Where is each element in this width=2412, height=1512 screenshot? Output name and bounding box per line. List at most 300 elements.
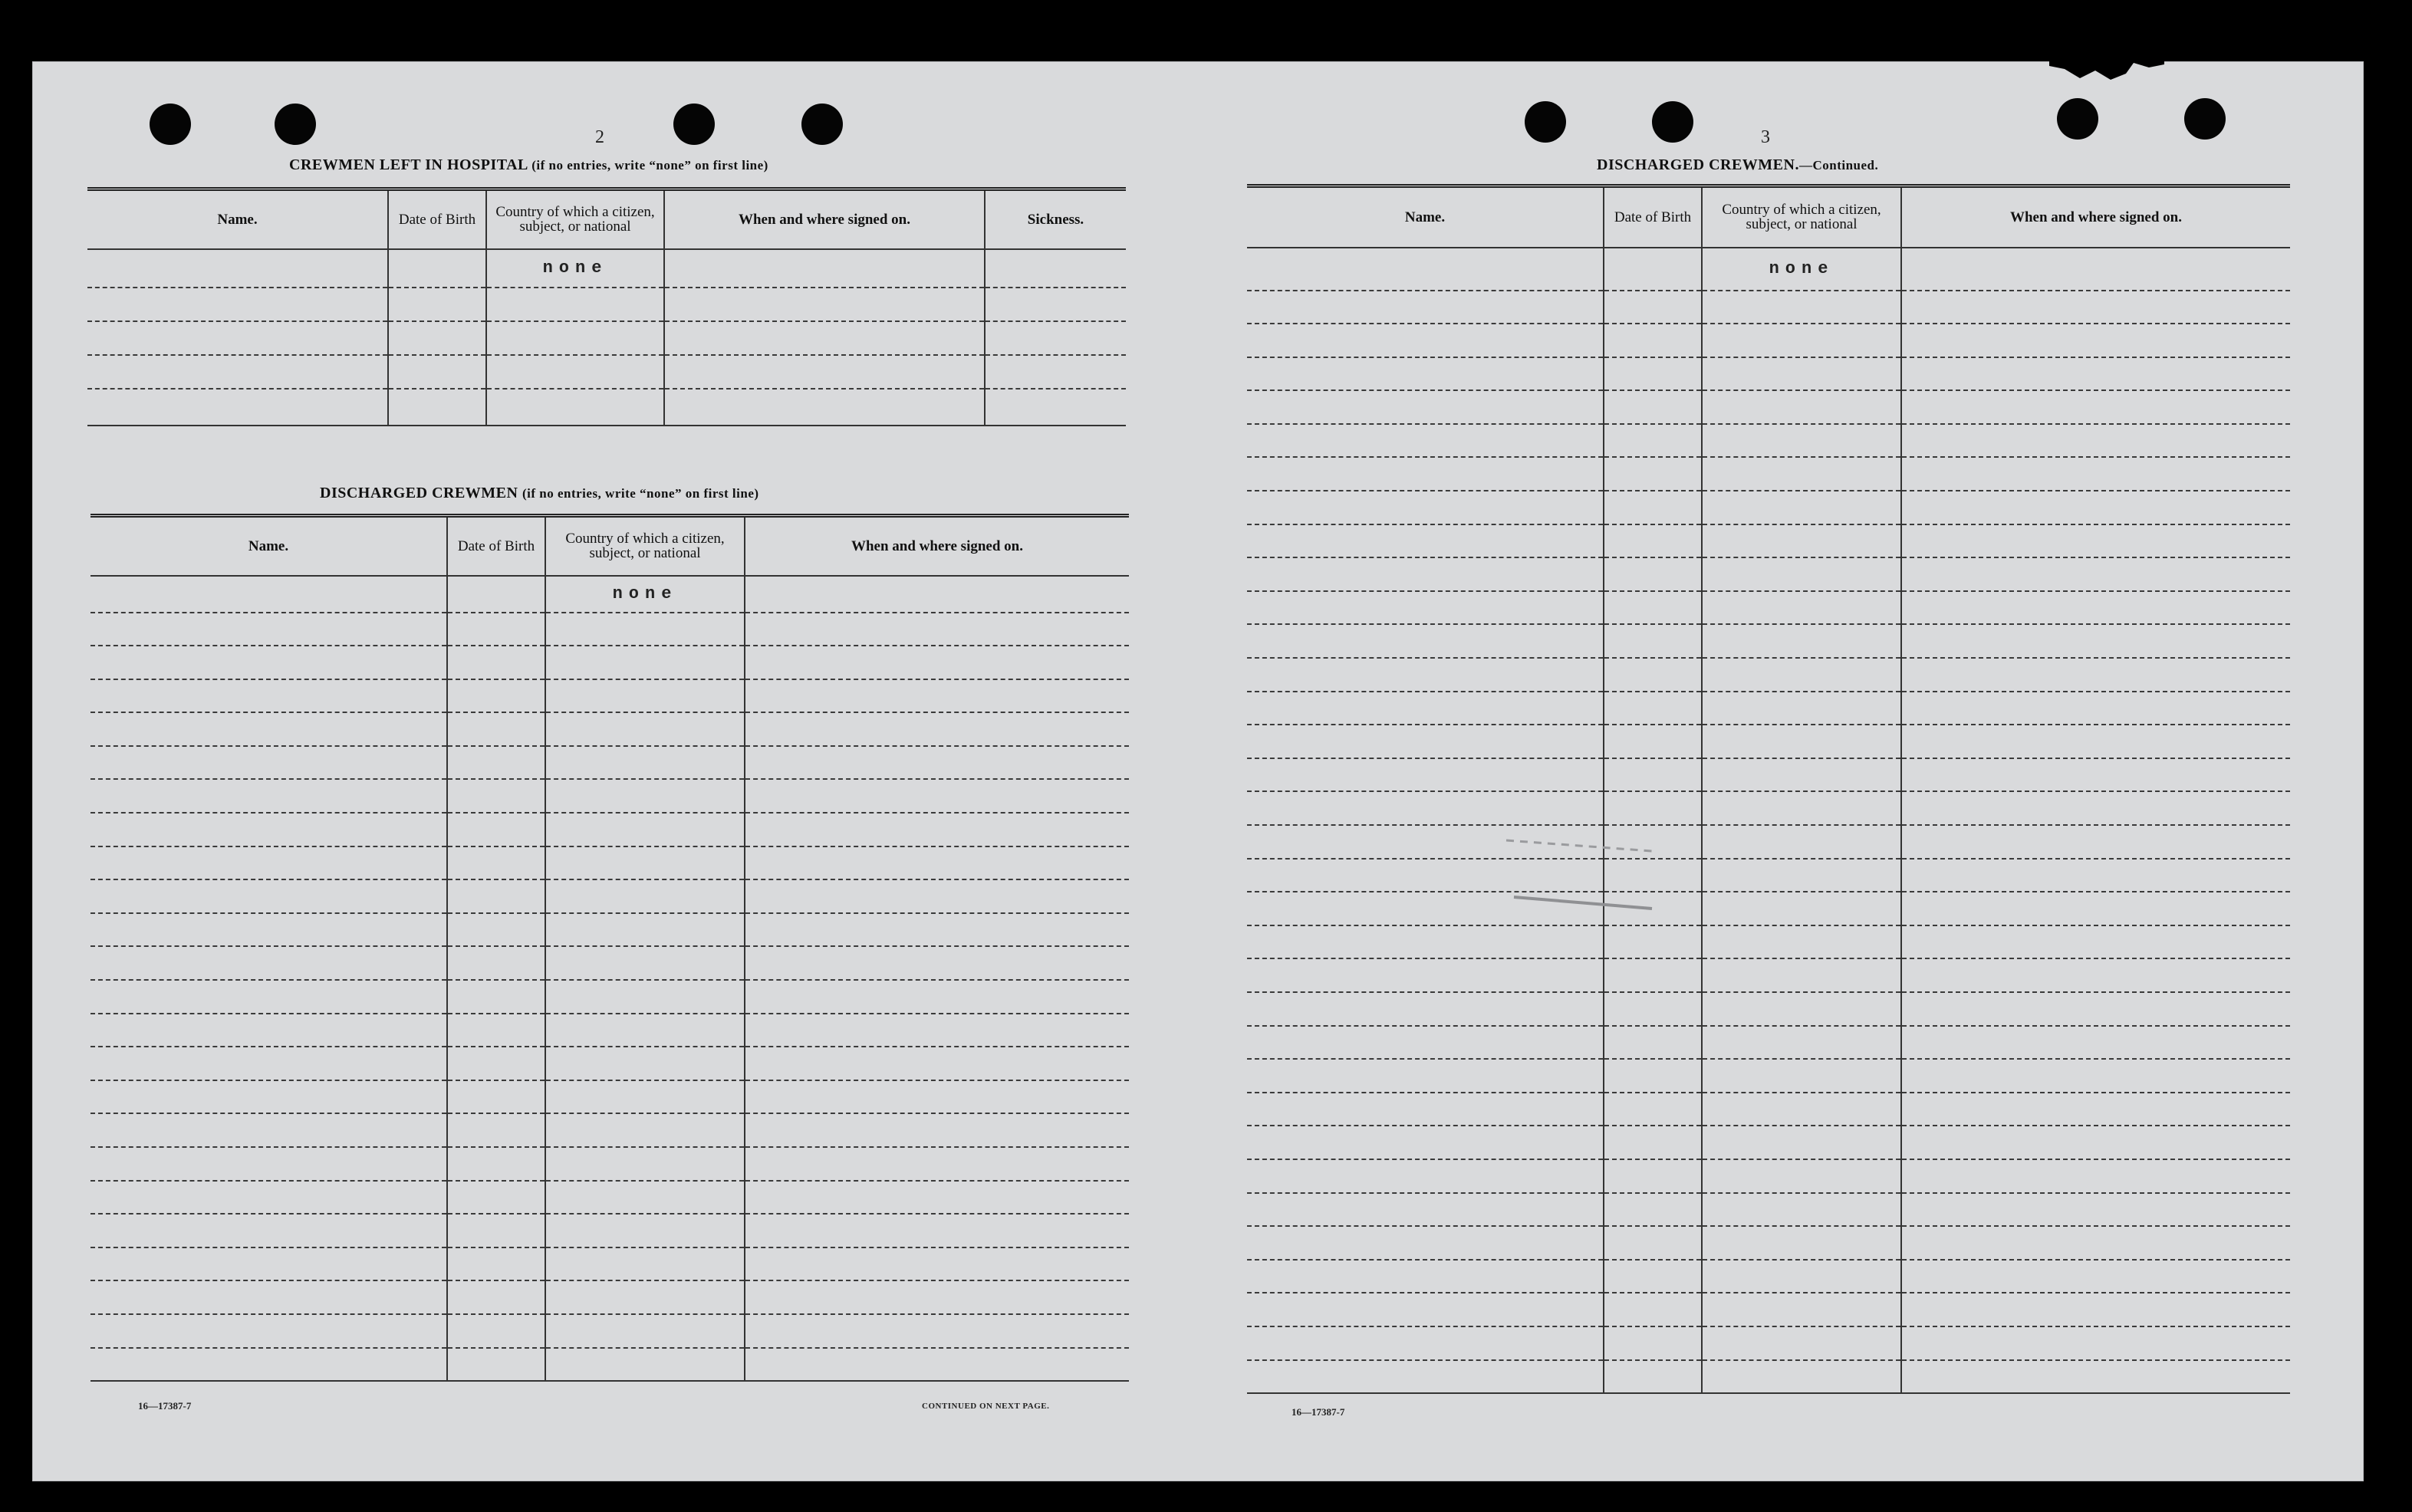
punch-hole xyxy=(275,104,316,145)
signed-on-cell[interactable] xyxy=(1901,758,2290,792)
name-cell[interactable] xyxy=(90,712,447,746)
country-cell-entry[interactable]: none xyxy=(1702,248,1901,291)
signed-on-cell[interactable] xyxy=(1901,557,2290,591)
country-cell[interactable] xyxy=(1702,825,1901,859)
column-header-signed-on: When and where signed on. xyxy=(664,189,985,249)
table-row xyxy=(1247,1360,2290,1394)
country-cell[interactable] xyxy=(545,1247,745,1281)
date-cell[interactable] xyxy=(1604,692,1702,725)
bleed-through-smudge xyxy=(1499,828,1683,912)
signed-on-cell[interactable] xyxy=(745,946,1129,980)
name-cell[interactable] xyxy=(1247,758,1604,792)
punch-hole xyxy=(150,104,191,145)
name-cell[interactable] xyxy=(90,980,447,1014)
country-cell[interactable] xyxy=(545,1047,745,1080)
country-cell[interactable] xyxy=(545,1181,745,1215)
name-cell[interactable] xyxy=(90,1181,447,1215)
date-cell[interactable] xyxy=(1604,524,1702,558)
country-cell[interactable] xyxy=(545,646,745,679)
name-cell[interactable] xyxy=(1247,1260,1604,1293)
date-cell[interactable] xyxy=(447,712,545,746)
discharged-continued-header-row xyxy=(1247,186,2290,248)
country-cell[interactable] xyxy=(545,779,745,813)
signed-on-cell[interactable] xyxy=(745,879,1129,913)
name-cell[interactable] xyxy=(90,879,447,913)
country-cell[interactable] xyxy=(1702,557,1901,591)
name-cell[interactable] xyxy=(1247,591,1604,625)
signed-on-cell[interactable] xyxy=(745,679,1129,713)
date-cell[interactable] xyxy=(447,679,545,713)
table-row xyxy=(90,1247,1129,1281)
country-cell[interactable] xyxy=(1702,591,1901,625)
punch-hole xyxy=(801,104,843,145)
name-cell[interactable] xyxy=(1247,692,1604,725)
name-cell[interactable] xyxy=(1247,1026,1604,1060)
date-cell[interactable] xyxy=(1604,424,1702,458)
name-cell[interactable] xyxy=(1247,424,1604,458)
signed-on-cell[interactable] xyxy=(745,1080,1129,1114)
hospital-title: CREWMEN LEFT IN HOSPITAL xyxy=(289,156,528,173)
country-cell[interactable] xyxy=(1702,457,1901,491)
date-cell[interactable] xyxy=(388,249,486,288)
table-row xyxy=(90,646,1129,679)
table-row xyxy=(1247,457,2290,491)
country-cell[interactable] xyxy=(1702,1360,1901,1394)
signed-on-cell[interactable] xyxy=(745,1348,1129,1382)
date-cell[interactable] xyxy=(447,879,545,913)
date-cell[interactable] xyxy=(447,1280,545,1314)
table-row xyxy=(90,779,1129,813)
name-cell[interactable] xyxy=(90,846,447,880)
table-row xyxy=(90,846,1129,880)
column-header-name: Name. xyxy=(1247,186,1604,248)
country-cell[interactable] xyxy=(1702,324,1901,357)
signed-on-cell[interactable] xyxy=(745,913,1129,947)
country-cell[interactable] xyxy=(545,679,745,713)
table-row xyxy=(1247,390,2290,424)
name-cell[interactable] xyxy=(90,1080,447,1114)
signed-on-cell[interactable] xyxy=(745,1181,1129,1215)
discharged-section-title xyxy=(320,485,759,502)
signed-on-cell[interactable] xyxy=(1901,424,2290,458)
country-cell[interactable] xyxy=(545,1080,745,1114)
signed-on-cell[interactable] xyxy=(1901,390,2290,424)
signed-on-cell[interactable] xyxy=(1901,1326,2290,1360)
signed-on-cell[interactable] xyxy=(745,576,1129,613)
date-cell[interactable] xyxy=(447,779,545,813)
date-cell[interactable] xyxy=(1604,591,1702,625)
signed-on-cell[interactable] xyxy=(1901,992,2290,1026)
country-cell[interactable] xyxy=(1702,1193,1901,1227)
table-row xyxy=(1247,758,2290,792)
discharged-header-row xyxy=(90,516,1129,576)
document-sheet xyxy=(32,61,2364,1481)
signed-on-cell[interactable] xyxy=(1901,291,2290,324)
name-cell[interactable] xyxy=(1247,1293,1604,1326)
table-row xyxy=(90,679,1129,713)
date-cell[interactable] xyxy=(1604,390,1702,424)
date-cell[interactable] xyxy=(447,1181,545,1215)
name-cell[interactable] xyxy=(90,1314,447,1348)
date-cell[interactable] xyxy=(1604,925,1702,959)
name-cell[interactable] xyxy=(90,1014,447,1047)
name-cell[interactable] xyxy=(90,646,447,679)
date-cell[interactable] xyxy=(447,813,545,846)
punch-hole xyxy=(2184,98,2226,140)
discharged-note: (if no entries, write “none” on first line) xyxy=(522,486,759,501)
column-header-name: Name. xyxy=(90,516,447,576)
table-row xyxy=(90,913,1129,947)
table-row xyxy=(90,1280,1129,1314)
name-cell[interactable] xyxy=(1247,791,1604,825)
signed-on-cell[interactable] xyxy=(1901,825,2290,859)
table-row xyxy=(87,288,1126,321)
date-cell[interactable] xyxy=(1604,1360,1702,1394)
date-cell[interactable] xyxy=(1604,725,1702,758)
date-cell[interactable] xyxy=(1604,557,1702,591)
country-cell[interactable] xyxy=(1702,1293,1901,1326)
name-cell[interactable] xyxy=(1247,725,1604,758)
signed-on-cell[interactable] xyxy=(1901,1093,2290,1126)
signed-on-cell[interactable] xyxy=(745,613,1129,646)
country-cell[interactable] xyxy=(545,613,745,646)
name-cell[interactable] xyxy=(90,1247,447,1281)
date-cell[interactable] xyxy=(447,846,545,880)
signed-on-cell[interactable] xyxy=(745,1314,1129,1348)
signed-on-cell[interactable] xyxy=(1901,457,2290,491)
signed-on-cell[interactable] xyxy=(745,779,1129,813)
country-cell[interactable] xyxy=(1702,1159,1901,1193)
country-cell[interactable] xyxy=(1702,1126,1901,1159)
name-cell[interactable] xyxy=(1247,1226,1604,1260)
page-number-right: 3 xyxy=(1761,127,1770,147)
name-cell[interactable] xyxy=(1247,1093,1604,1126)
country-cell[interactable] xyxy=(1702,992,1901,1026)
signed-on-cell[interactable] xyxy=(1901,1226,2290,1260)
name-cell[interactable] xyxy=(90,1214,447,1247)
country-cell[interactable] xyxy=(1702,692,1901,725)
date-cell[interactable] xyxy=(447,1147,545,1181)
table-row xyxy=(87,249,1126,288)
torn-edge xyxy=(2049,61,2164,80)
date-cell[interactable] xyxy=(1604,958,1702,992)
signed-on-cell[interactable] xyxy=(745,646,1129,679)
form-code-right: 16—17387-7 xyxy=(1292,1406,1345,1418)
table-row xyxy=(87,355,1126,389)
table-row xyxy=(90,813,1129,846)
name-cell[interactable] xyxy=(1247,248,1604,291)
signed-on-cell[interactable] xyxy=(745,1280,1129,1314)
discharged-continued-heading: DISCHARGED CREWMEN. xyxy=(1597,156,1799,173)
signed-on-cell[interactable] xyxy=(745,1214,1129,1247)
name-cell[interactable] xyxy=(1247,1159,1604,1193)
name-cell[interactable] xyxy=(90,913,447,947)
date-cell[interactable] xyxy=(447,1113,545,1147)
signed-on-cell[interactable] xyxy=(1901,725,2290,758)
name-cell[interactable] xyxy=(1247,457,1604,491)
date-cell[interactable] xyxy=(1604,324,1702,357)
column-header-country: Country of which a citizen, subject, or national xyxy=(486,189,664,249)
date-cell[interactable] xyxy=(1604,1093,1702,1126)
table-row xyxy=(90,946,1129,980)
table-row xyxy=(90,879,1129,913)
table-row xyxy=(1247,791,2290,825)
table-row xyxy=(1247,557,2290,591)
signed-on-cell[interactable] xyxy=(1901,491,2290,524)
country-cell[interactable] xyxy=(1702,658,1901,692)
column-header-signed-on: When and where signed on. xyxy=(745,516,1129,576)
signed-on-cell[interactable] xyxy=(1901,692,2290,725)
name-cell[interactable] xyxy=(90,779,447,813)
date-cell[interactable] xyxy=(1604,357,1702,391)
country-cell[interactable] xyxy=(545,1014,745,1047)
signed-on-cell[interactable] xyxy=(745,712,1129,746)
name-cell[interactable] xyxy=(1247,491,1604,524)
name-cell[interactable] xyxy=(1247,1326,1604,1360)
signed-on-cell[interactable] xyxy=(1901,624,2290,658)
country-cell[interactable] xyxy=(1702,725,1901,758)
country-cell-entry[interactable]: none xyxy=(486,249,664,288)
name-cell[interactable] xyxy=(1247,357,1604,391)
date-cell[interactable] xyxy=(1604,1126,1702,1159)
country-cell[interactable] xyxy=(545,1113,745,1147)
name-cell[interactable] xyxy=(87,249,388,288)
country-cell[interactable] xyxy=(1702,791,1901,825)
country-cell[interactable] xyxy=(1702,758,1901,792)
date-cell[interactable] xyxy=(1604,1226,1702,1260)
date-cell[interactable] xyxy=(1604,758,1702,792)
name-cell[interactable] xyxy=(90,613,447,646)
table-row xyxy=(1247,324,2290,357)
country-cell[interactable] xyxy=(545,746,745,780)
country-cell[interactable] xyxy=(1702,424,1901,458)
discharged-continued-title xyxy=(1597,156,1878,174)
signed-on-cell[interactable] xyxy=(1901,791,2290,825)
signed-on-cell[interactable] xyxy=(745,1014,1129,1047)
table-row xyxy=(1247,925,2290,959)
table-row xyxy=(1247,1093,2290,1126)
date-cell[interactable] xyxy=(447,1314,545,1348)
country-cell[interactable] xyxy=(1702,1093,1901,1126)
signed-on-cell[interactable] xyxy=(1901,591,2290,625)
date-cell[interactable] xyxy=(447,1014,545,1047)
date-cell[interactable] xyxy=(1604,248,1702,291)
country-cell[interactable] xyxy=(1702,1326,1901,1360)
signed-on-cell[interactable] xyxy=(1901,1260,2290,1293)
name-cell[interactable] xyxy=(1247,324,1604,357)
date-cell[interactable] xyxy=(447,613,545,646)
punch-hole xyxy=(2057,98,2098,140)
date-cell[interactable] xyxy=(1604,1293,1702,1326)
country-cell-entry[interactable]: none xyxy=(545,576,745,613)
name-cell[interactable] xyxy=(90,1047,447,1080)
country-cell[interactable] xyxy=(545,846,745,880)
name-cell[interactable] xyxy=(1247,1126,1604,1159)
signed-on-cell[interactable] xyxy=(1901,958,2290,992)
name-cell[interactable] xyxy=(90,946,447,980)
country-cell[interactable] xyxy=(1702,925,1901,959)
table-row xyxy=(1247,1026,2290,1060)
signed-on-cell[interactable] xyxy=(745,1047,1129,1080)
table-row xyxy=(1247,524,2290,558)
name-cell[interactable] xyxy=(90,1280,447,1314)
signed-on-cell[interactable] xyxy=(745,1147,1129,1181)
name-cell[interactable] xyxy=(1247,624,1604,658)
form-code-left: 16—17387-7 xyxy=(138,1400,192,1412)
signed-on-cell[interactable] xyxy=(1901,1126,2290,1159)
country-cell[interactable] xyxy=(1702,892,1901,925)
country-cell[interactable] xyxy=(1702,357,1901,391)
name-cell[interactable] xyxy=(90,813,447,846)
name-cell[interactable] xyxy=(1247,1059,1604,1093)
name-cell[interactable] xyxy=(1247,291,1604,324)
date-cell[interactable] xyxy=(447,1348,545,1382)
discharged-continued-note: —Continued. xyxy=(1798,158,1879,173)
signed-on-cell[interactable] xyxy=(1901,1360,2290,1394)
country-cell[interactable] xyxy=(1702,1226,1901,1260)
table-row xyxy=(1247,958,2290,992)
date-cell[interactable] xyxy=(1604,491,1702,524)
date-cell[interactable] xyxy=(1604,992,1702,1026)
table-row xyxy=(1247,825,2290,859)
table-row xyxy=(90,712,1129,746)
table-row xyxy=(1247,859,2290,892)
table-row xyxy=(1247,1126,2290,1159)
date-cell[interactable] xyxy=(447,913,545,947)
name-cell[interactable] xyxy=(1247,390,1604,424)
name-cell[interactable] xyxy=(90,1348,447,1382)
date-cell[interactable] xyxy=(1604,1193,1702,1227)
signed-on-cell[interactable] xyxy=(745,980,1129,1014)
table-row xyxy=(90,1047,1129,1080)
sickness-cell[interactable] xyxy=(985,249,1126,288)
country-cell[interactable] xyxy=(545,813,745,846)
date-cell[interactable] xyxy=(447,946,545,980)
date-cell[interactable] xyxy=(1604,291,1702,324)
table-row xyxy=(90,1014,1129,1047)
signed-on-cell[interactable] xyxy=(1901,1059,2290,1093)
signed-on-cell[interactable] xyxy=(745,1113,1129,1147)
name-cell[interactable] xyxy=(90,1113,447,1147)
date-cell[interactable] xyxy=(1604,1026,1702,1060)
date-cell[interactable] xyxy=(447,646,545,679)
name-cell[interactable] xyxy=(90,576,447,613)
country-cell[interactable] xyxy=(545,879,745,913)
column-header-date-of-birth: Date of Birth xyxy=(1604,186,1702,248)
signed-on-cell[interactable] xyxy=(664,249,985,288)
date-cell[interactable] xyxy=(1604,1059,1702,1093)
signed-on-cell[interactable] xyxy=(1901,357,2290,391)
country-cell[interactable] xyxy=(545,946,745,980)
name-cell[interactable] xyxy=(1247,925,1604,959)
date-cell[interactable] xyxy=(447,1247,545,1281)
country-cell[interactable] xyxy=(1702,624,1901,658)
table-row xyxy=(90,613,1129,646)
signed-on-cell[interactable] xyxy=(745,813,1129,846)
name-cell[interactable] xyxy=(90,746,447,780)
country-cell[interactable] xyxy=(1702,1026,1901,1060)
signed-on-cell[interactable] xyxy=(745,1247,1129,1281)
country-cell[interactable] xyxy=(545,1314,745,1348)
column-header-signed-on: When and where signed on. xyxy=(1901,186,2290,248)
signed-on-cell[interactable] xyxy=(745,846,1129,880)
signed-on-cell[interactable] xyxy=(1901,658,2290,692)
discharged-continued-table-body xyxy=(1247,248,2290,1394)
date-cell[interactable] xyxy=(1604,624,1702,658)
column-header-date-of-birth: Date of Birth xyxy=(388,189,486,249)
name-cell[interactable] xyxy=(90,679,447,713)
table-row xyxy=(1247,1293,2290,1326)
date-cell[interactable] xyxy=(447,1047,545,1080)
signed-on-cell[interactable] xyxy=(1901,925,2290,959)
country-cell[interactable] xyxy=(545,1214,745,1247)
date-cell[interactable] xyxy=(447,1214,545,1247)
name-cell[interactable] xyxy=(1247,524,1604,558)
country-cell[interactable] xyxy=(545,712,745,746)
signed-on-cell[interactable] xyxy=(745,746,1129,780)
signed-on-cell[interactable] xyxy=(1901,1293,2290,1326)
signed-on-cell[interactable] xyxy=(1901,524,2290,558)
signed-on-cell[interactable] xyxy=(1901,1026,2290,1060)
signed-on-cell[interactable] xyxy=(1901,324,2290,357)
name-cell[interactable] xyxy=(1247,958,1604,992)
date-cell[interactable] xyxy=(1604,791,1702,825)
name-cell[interactable] xyxy=(1247,992,1604,1026)
signed-on-cell[interactable] xyxy=(1901,859,2290,892)
date-cell[interactable] xyxy=(447,1080,545,1114)
country-cell[interactable] xyxy=(545,980,745,1014)
table-row xyxy=(1247,1260,2290,1293)
date-cell[interactable] xyxy=(1604,1326,1702,1360)
date-cell[interactable] xyxy=(1604,457,1702,491)
table-row xyxy=(90,1314,1129,1348)
country-cell[interactable] xyxy=(545,1280,745,1314)
name-cell[interactable] xyxy=(90,1147,447,1181)
name-cell[interactable] xyxy=(1247,1360,1604,1394)
country-cell[interactable] xyxy=(1702,1260,1901,1293)
country-cell[interactable] xyxy=(545,1348,745,1382)
table-row xyxy=(1247,291,2290,324)
country-cell[interactable] xyxy=(1702,524,1901,558)
hospital-table xyxy=(87,187,1126,426)
date-cell[interactable] xyxy=(447,576,545,613)
date-cell[interactable] xyxy=(1604,658,1702,692)
table-row xyxy=(87,389,1126,426)
country-cell[interactable] xyxy=(1702,1059,1901,1093)
table-row xyxy=(87,321,1126,355)
country-cell[interactable] xyxy=(1702,390,1901,424)
signed-on-cell[interactable] xyxy=(1901,1193,2290,1227)
hospital-section-title xyxy=(289,156,768,174)
country-cell[interactable] xyxy=(1702,291,1901,324)
name-cell[interactable] xyxy=(1247,557,1604,591)
signed-on-cell[interactable] xyxy=(1901,1159,2290,1193)
signed-on-cell[interactable] xyxy=(1901,248,2290,291)
table-row xyxy=(1247,1326,2290,1360)
country-cell[interactable] xyxy=(545,1147,745,1181)
country-cell[interactable] xyxy=(1702,859,1901,892)
date-cell[interactable] xyxy=(447,980,545,1014)
name-cell[interactable] xyxy=(1247,1193,1604,1227)
date-cell[interactable] xyxy=(1604,1159,1702,1193)
country-cell[interactable] xyxy=(1702,958,1901,992)
date-cell[interactable] xyxy=(447,746,545,780)
date-cell[interactable] xyxy=(1604,1260,1702,1293)
country-cell[interactable] xyxy=(545,913,745,947)
country-cell[interactable] xyxy=(1702,491,1901,524)
signed-on-cell[interactable] xyxy=(1901,892,2290,925)
name-cell[interactable] xyxy=(1247,658,1604,692)
